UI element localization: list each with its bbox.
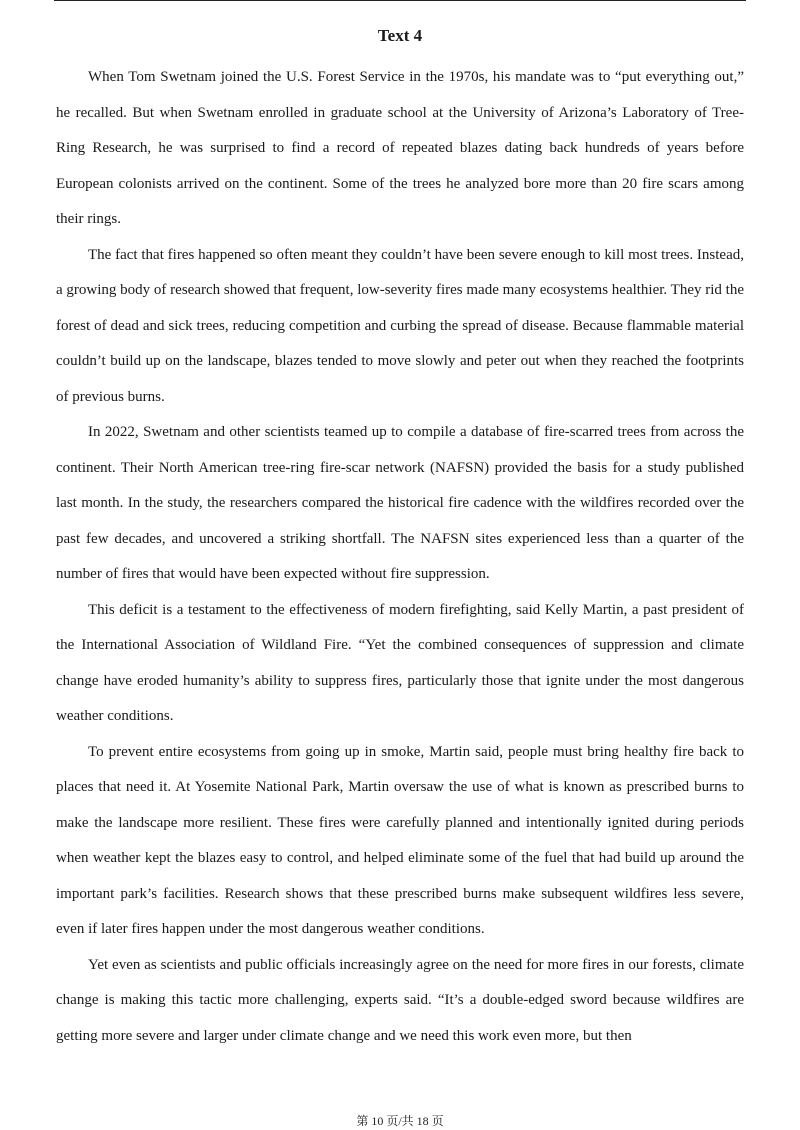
paragraph-3: In 2022, Swetnam and other scientists teamed up to compile a database of fire-scarred trees from across the continent. Their North American tree-ring fire-scar network (NAFSN) provided the basis for a study published last month. In the study, the researchers compared the historical fire cadence with the wildfires recorded over the past few decades, and uncovered a striking shortfall. The NAFSN sites experienced less than a quarter of the number of fires that would have been expected without fire suppression. xyxy=(56,424,744,582)
paragraph-5: To prevent entire ecosystems from going up in smoke, Martin said, people must bring healthy fire back to places that need it. At Yosemite National Park, Martin oversaw the use of what is known as prescribed burns to make the landscape more resilient. These fires were carefully planned and intentionally ignited during periods when weather kept the blazes easy to control, and helped eliminate some of the fuel that had build up around the important park’s facilities. Research shows that these prescribed burns make subsequent wildfires less severe, even if later fires happen under the most dangerous weather conditions. xyxy=(56,743,744,937)
page-title: Text 4 xyxy=(377,26,423,45)
top-rule xyxy=(54,0,746,1)
paragraph-1: When Tom Swetnam joined the U.S. Forest Service in the 1970s, his mandate was to “put everything out,” he recalled. But when Swetnam enrolled in graduate school at the University of Arizona’s Laboratory of Tree-Ring Research, he was surprised to find a record of repeated blazes dating back hundreds of years before European colonists arrived on the continent. Some of the trees he analyzed bore more than 20 fire scars among their rings. xyxy=(56,69,744,227)
paragraph-2: The fact that fires happened so often meant they couldn’t have been severe enough to kill most trees. Instead, a growing body of research showed that frequent, low-severity fires made many ecosystems healthier. They rid the forest of dead and sick trees, reducing competition and curbing the spread of disease. Because flammable material couldn’t build up on the landscape, blazes tended to move slowly and peter out when they reached the footprints of previous burns. xyxy=(56,246,744,405)
article-body xyxy=(56,60,744,1054)
page-number-footer: 第 10 页/共 18 页 xyxy=(356,1114,444,1128)
paragraph-4: This deficit is a testament to the effectiveness of modern firefighting, said Kelly Martin, a past president of the International Association of Wildland Fire. “Yet the combined consequences of suppression and climate change have eroded humanity’s ability to suppress fires, particularly those that ignite under the most dangerous weather conditions. xyxy=(56,601,744,724)
paragraph-6: Yet even as scientists and public officials increasingly agree on the need for more fires in our forests, climate change is making this tactic more challenging, experts said. “It’s a double-edged sword because wildfires are getting more severe and larger under climate change and we need this work even more, but then xyxy=(56,956,744,1044)
